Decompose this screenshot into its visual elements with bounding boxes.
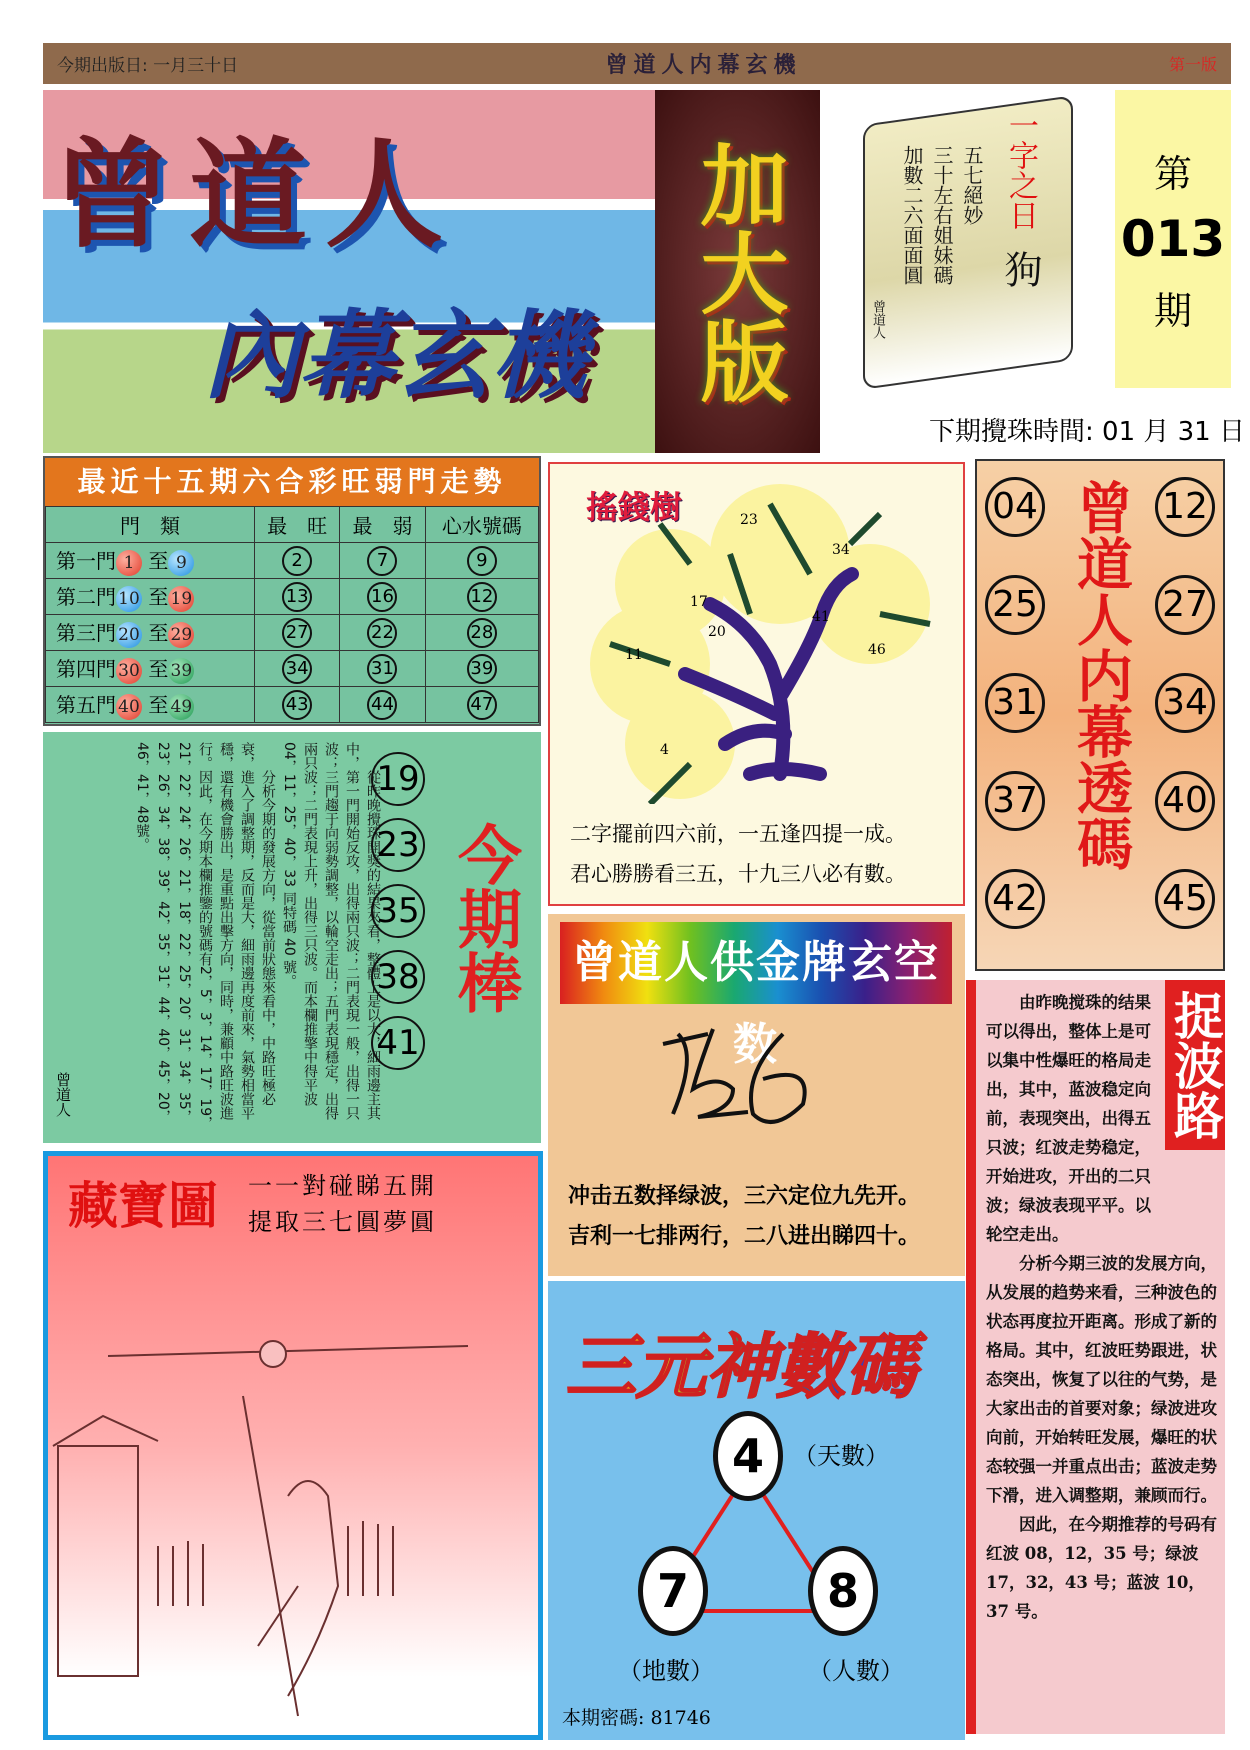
money-tree (548, 462, 965, 906)
riddle-line2: 三十左右姐妹碼 (930, 145, 954, 285)
hot-number: 13 (282, 582, 312, 612)
trend-table-title: 最近十五期六合彩旺弱門走勢 (45, 458, 539, 506)
earth-number: 7 (638, 1546, 708, 1636)
secret-numbers-panel (975, 459, 1225, 971)
pick-number: 12 (467, 582, 497, 612)
ball-from: 20 (116, 622, 142, 648)
pick-number: 28 (467, 618, 497, 648)
tree-number: 20 (708, 624, 726, 640)
analysis-panel (43, 732, 541, 1143)
sanyuan-panel (548, 1281, 965, 1740)
ball-to: 29 (168, 622, 194, 648)
column-header: 門 類 (46, 507, 255, 543)
secret-number: 45 (1155, 869, 1215, 929)
analysis-paragraph: 分析今期的發展方向，從當前狀態來看中，中路旺極必衰，進入了調整期，反而是大，細雨邊再度前來，氣勢相當平穩，還有機會勝出，是重點出擊方向，同時，兼顧中路旺波進行。因此，在今期本欄推鑒的號碼有2，5，3，14，17，19，21，22，24，26，21，18，22，25，20，31，34，35，23，26，34，38，39，42，35，31，44，40，45，20，46，41，48號。 (134, 742, 276, 1131)
analysis-label: 今期棒 (447, 822, 522, 1014)
riddle-line3: 加數二六面面圓 (900, 145, 924, 285)
tree-number: 23 (740, 512, 758, 528)
poem-line: 君心勝勝看三五，十九三八必有數。 (570, 862, 906, 886)
gate-label: 第五門 (56, 693, 116, 718)
human-number: 8 (808, 1546, 878, 1636)
ball-from: 1 (116, 550, 142, 576)
ball-from: 10 (116, 586, 142, 612)
tree-number: 17 (690, 594, 708, 610)
gold-title: 曾道人供金牌玄空数 (560, 922, 952, 1004)
pick-number: 39 (467, 654, 497, 684)
recommended-numbers (371, 752, 425, 1070)
recommended-number: 35 (371, 884, 425, 938)
cold-number: 31 (367, 654, 397, 684)
tree-number: 34 (832, 542, 850, 558)
pick-number: 47 (467, 690, 497, 720)
heaven-label: （天數） (793, 1442, 889, 1470)
ball-to: 9 (168, 550, 194, 576)
secret-number: 37 (985, 771, 1045, 831)
treasure-poem (248, 1168, 437, 1240)
analysis-paragraph: 從昨晚攪珠開獎的結果來看，整體上是以大，細雨邊主其中，第一門開始反攻，出得兩只波；二門表現一般，出得一只波；三門趨于向弱勢調整，以輪空走出；五門表現穩定，出得兩只波；二門表現上升，出得三只波。而本欄推擎中得平波 04，11，25，40，33 同特碼 40 號。 (281, 742, 381, 1120)
riddle-title: 一字之日 (1003, 110, 1038, 230)
edition-label: 第一版 (1168, 55, 1217, 74)
next-draw-time: 下期攪珠時間: 01 月 31 日 (929, 417, 1245, 447)
banner-badge: 加大版 (655, 90, 820, 453)
banner-line2: 內幕玄機 (203, 300, 587, 412)
range-separator: 至 (148, 621, 169, 646)
masthead-title: 曾道人内幕玄機 (605, 53, 802, 78)
poem-line: 吉利一七排两行，二八进出睇四十。 (568, 1223, 921, 1249)
analysis-signature: 曾道人 (54, 1072, 72, 1117)
sanyuan-title: 三元神數碼 (566, 1311, 916, 1412)
cold-number: 16 (367, 582, 397, 612)
treasure-line: 一一對碰睇五開 (248, 1172, 437, 1200)
issue-number: 013 (1120, 210, 1226, 268)
column-header: 心水號碼 (425, 507, 538, 543)
handwritten-number (658, 1024, 818, 1134)
poem-line: 二字擺前四六前，一五逢四提一成。 (570, 822, 906, 846)
header-bar (43, 43, 1231, 84)
money-tree-title: 搖錢樹 (586, 488, 683, 526)
treasure-title: 藏寶圖 (68, 1177, 218, 1235)
table-row (46, 687, 539, 723)
analysis-text (73, 742, 383, 1132)
riddle-line1: 五七絕妙 (960, 145, 984, 225)
banner-line1: 曾道人 (53, 126, 462, 264)
scroll-signature: 曾道人 (870, 300, 885, 339)
gold-poem (568, 1176, 920, 1256)
recommended-number: 19 (371, 752, 425, 806)
issue-prefix: 第 (1153, 152, 1192, 196)
hot-number: 27 (282, 618, 312, 648)
treasure-illustration (48, 1276, 538, 1736)
treasure-line: 提取三七圓夢圓 (248, 1208, 437, 1236)
secret-number: 04 (985, 477, 1045, 537)
issue-box (1115, 90, 1231, 388)
wave-path-panel (966, 980, 1225, 1734)
secret-number: 12 (1155, 477, 1215, 537)
table-row (46, 651, 539, 687)
wave-paragraph: 分析今期三波的发展方向，从发展的趋势来看，三种波色的状态再度拉开距离。形成了新的格局。其中，红波旺势跟进，状态突出，恢复了以往的气势，是大家出击的首要对象；绿波进攻向前，开始转旺发展，爆旺的状态较强一并重点出击；蓝波走势下滑，进入调整期，兼顾而行。 (986, 1254, 1217, 1505)
hot-number: 2 (282, 546, 312, 576)
tree-number: 46 (868, 642, 886, 658)
table-header-row (46, 507, 539, 543)
poem-line: 冲击五数择绿波，三六定位九先开。 (568, 1183, 921, 1209)
range-separator: 至 (148, 657, 169, 682)
gate-label: 第一門 (56, 549, 116, 574)
wave-paragraph: 因此，在今期推荐的号码有红波 08，12，35 号；绿波 17，32，43 号；蓝波 10，37 号。 (986, 1515, 1217, 1621)
title-banner (43, 90, 820, 453)
heaven-number: 4 (713, 1411, 783, 1501)
range-separator: 至 (148, 549, 169, 574)
cold-number: 7 (367, 546, 397, 576)
hot-number: 34 (282, 654, 312, 684)
table-row (46, 543, 539, 579)
table-row (46, 615, 539, 651)
ball-to: 49 (168, 694, 194, 720)
secret-number: 40 (1155, 771, 1215, 831)
tree-number: 11 (625, 647, 643, 663)
gate-label: 第二門 (56, 585, 116, 610)
pick-number: 9 (467, 546, 497, 576)
range-separator: 至 (148, 693, 169, 718)
table-row (46, 579, 539, 615)
trend-table (43, 456, 541, 726)
wave-paragraph: 由昨晚搅珠的结果可以得出，整体上是可以集中性爆旺的格局走出，其中，蓝波稳定向前，表现突出，出得五只波；红波走势稳定，开始进攻，开出的二只波；绿波表现平平。以轮空走出。 (986, 993, 1151, 1244)
secret-number: 25 (985, 575, 1045, 635)
tree-number: 4 (660, 742, 669, 758)
hot-number: 43 (282, 690, 312, 720)
ball-to: 19 (168, 586, 194, 612)
secret-code: 本期密碼: 81746 (562, 1707, 711, 1729)
secret-number: 34 (1155, 673, 1215, 733)
human-label: （人數） (808, 1657, 904, 1685)
recommended-number: 41 (371, 1016, 425, 1070)
wave-path-title: 捉波路 (1165, 980, 1225, 1150)
money-tree-poem (570, 814, 906, 894)
gold-number-panel (548, 914, 965, 1276)
secret-number: 31 (985, 673, 1045, 733)
recommended-number: 23 (371, 818, 425, 872)
gate-label: 第四門 (56, 657, 116, 682)
cold-number: 22 (367, 618, 397, 648)
gate-label: 第三門 (56, 621, 116, 646)
riddle-scroll (828, 90, 1110, 400)
wave-path-text (986, 988, 1224, 1626)
ball-from: 40 (116, 694, 142, 720)
column-header: 最 旺 (254, 507, 339, 543)
range-separator: 至 (148, 585, 169, 610)
column-header: 最 弱 (340, 507, 425, 543)
riddle-answer: 狗 (998, 250, 1042, 288)
cold-number: 44 (367, 690, 397, 720)
tree-number: 41 (812, 609, 830, 625)
ball-from: 30 (116, 658, 142, 684)
issue-suffix: 期 (1153, 289, 1192, 333)
earth-label: （地數） (618, 1657, 714, 1685)
secret-numbers-title: 曾道人内幕透碼 (1068, 479, 1134, 871)
treasure-map (43, 1151, 543, 1740)
secret-number: 27 (1155, 575, 1215, 635)
recommended-number: 38 (371, 950, 425, 1004)
secret-number: 42 (985, 869, 1045, 929)
publish-date: 今期出版日: 一月三十日 (57, 56, 239, 76)
ball-to: 39 (168, 658, 194, 684)
